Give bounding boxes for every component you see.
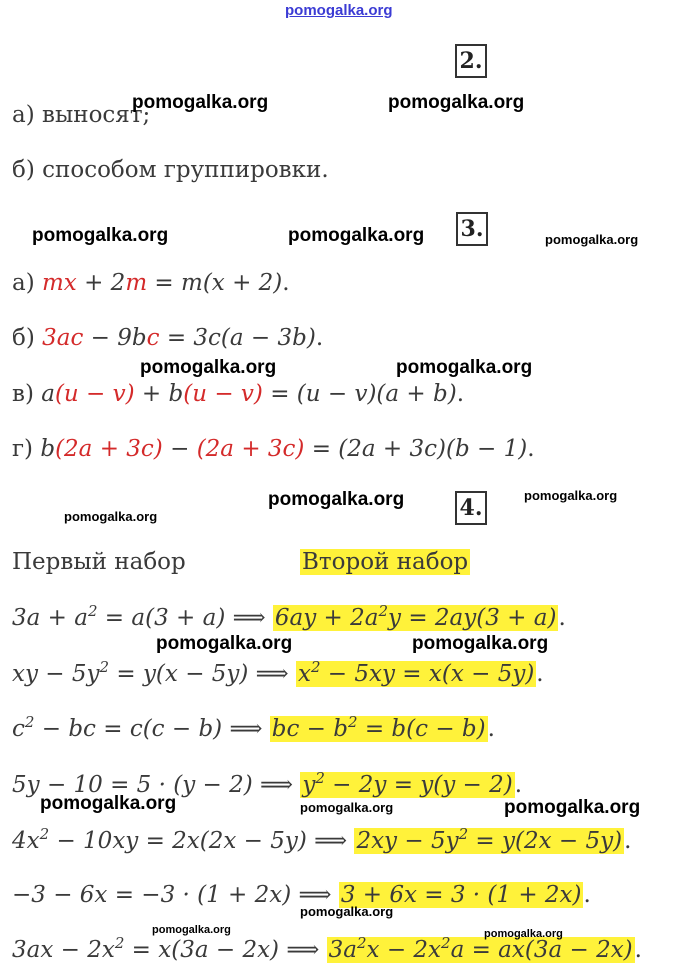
watermark: pomogalka.org — [140, 357, 277, 378]
equation-4-6: −3 − 6x = −3 · (1 + 2x) ⟹ 3 + 6x = 3 · (1 + 2x). — [12, 882, 591, 908]
watermark: pomogalka.org — [388, 92, 525, 113]
section-number-3: 3. — [456, 212, 488, 246]
watermark: pomogalka.org — [300, 800, 394, 815]
watermark: pomogalka.org — [504, 797, 641, 818]
watermark: pomogalka.org — [152, 924, 231, 936]
watermark: pomogalka.org — [32, 225, 169, 246]
watermark: pomogalka.org — [524, 488, 618, 503]
first-set-heading: Первый набор — [12, 549, 186, 575]
equation-4-4: 5y − 10 = 5 · (y − 2) ⟹ $y^2 - 2y = y(y - 2)$. — [12, 769, 523, 798]
watermark: pomogalka.org — [156, 633, 293, 654]
equation-4-3: $c^2$ − bc = c(c − b) ⟹ bc − $b^2 = b(c - b)$. — [12, 713, 495, 742]
watermark: pomogalka.org — [300, 904, 394, 919]
equation-4-7: $3ax - 2x^2 = x(3a - 2x)$ ⟹ $3a^2x - 2x^2a = ax(3a - 2x)$. — [12, 934, 642, 963]
equation-3b: б) 3ac − 9bc = 3c(a − 3b). — [12, 325, 324, 351]
watermark: pomogalka.org — [40, 793, 177, 814]
section-number-4: 4. — [455, 491, 487, 525]
second-set-heading: Второй набор — [302, 549, 469, 575]
watermark-top-link[interactable]: pomogalka.org — [285, 2, 393, 19]
watermark: pomogalka.org — [545, 232, 639, 247]
equation-3c: в) a(u − v) + b(u − v) = (u − v)(a + b). — [12, 381, 465, 407]
answer-2a: а) выносят; — [12, 102, 151, 128]
answer-2b: б) способом группировки. — [12, 157, 329, 183]
equation-4-1: $3a + a^2 = a(3 + a)$ ⟹ $6ay + 2a^2y = 2ay(3 + a)$. — [12, 602, 566, 631]
equation-3d: г) b(2a + 3c) − (2a + 3c) = (2a + 3c)(b − 1). — [12, 436, 535, 462]
equation-3a: а) mx + 2m = m(x + 2). — [12, 270, 290, 296]
watermark: pomogalka.org — [268, 489, 405, 510]
equation-4-5: $4x^2 - 10xy = 2x(2x - 5y)$ ⟹ $2xy - 5y^2 = y(2x - 5y)$. — [12, 825, 632, 854]
section-number-2: 2. — [455, 44, 487, 78]
watermark: pomogalka.org — [484, 928, 563, 940]
watermark: pomogalka.org — [132, 92, 269, 113]
watermark: pomogalka.org — [64, 509, 158, 524]
equation-4-2: xy − $5y^2 = y(x - 5y)$ ⟹ $x^2 - 5xy = x(x - 5y)$. — [12, 658, 544, 687]
watermark: pomogalka.org — [396, 357, 533, 378]
watermark: pomogalka.org — [412, 633, 549, 654]
watermark: pomogalka.org — [288, 225, 425, 246]
